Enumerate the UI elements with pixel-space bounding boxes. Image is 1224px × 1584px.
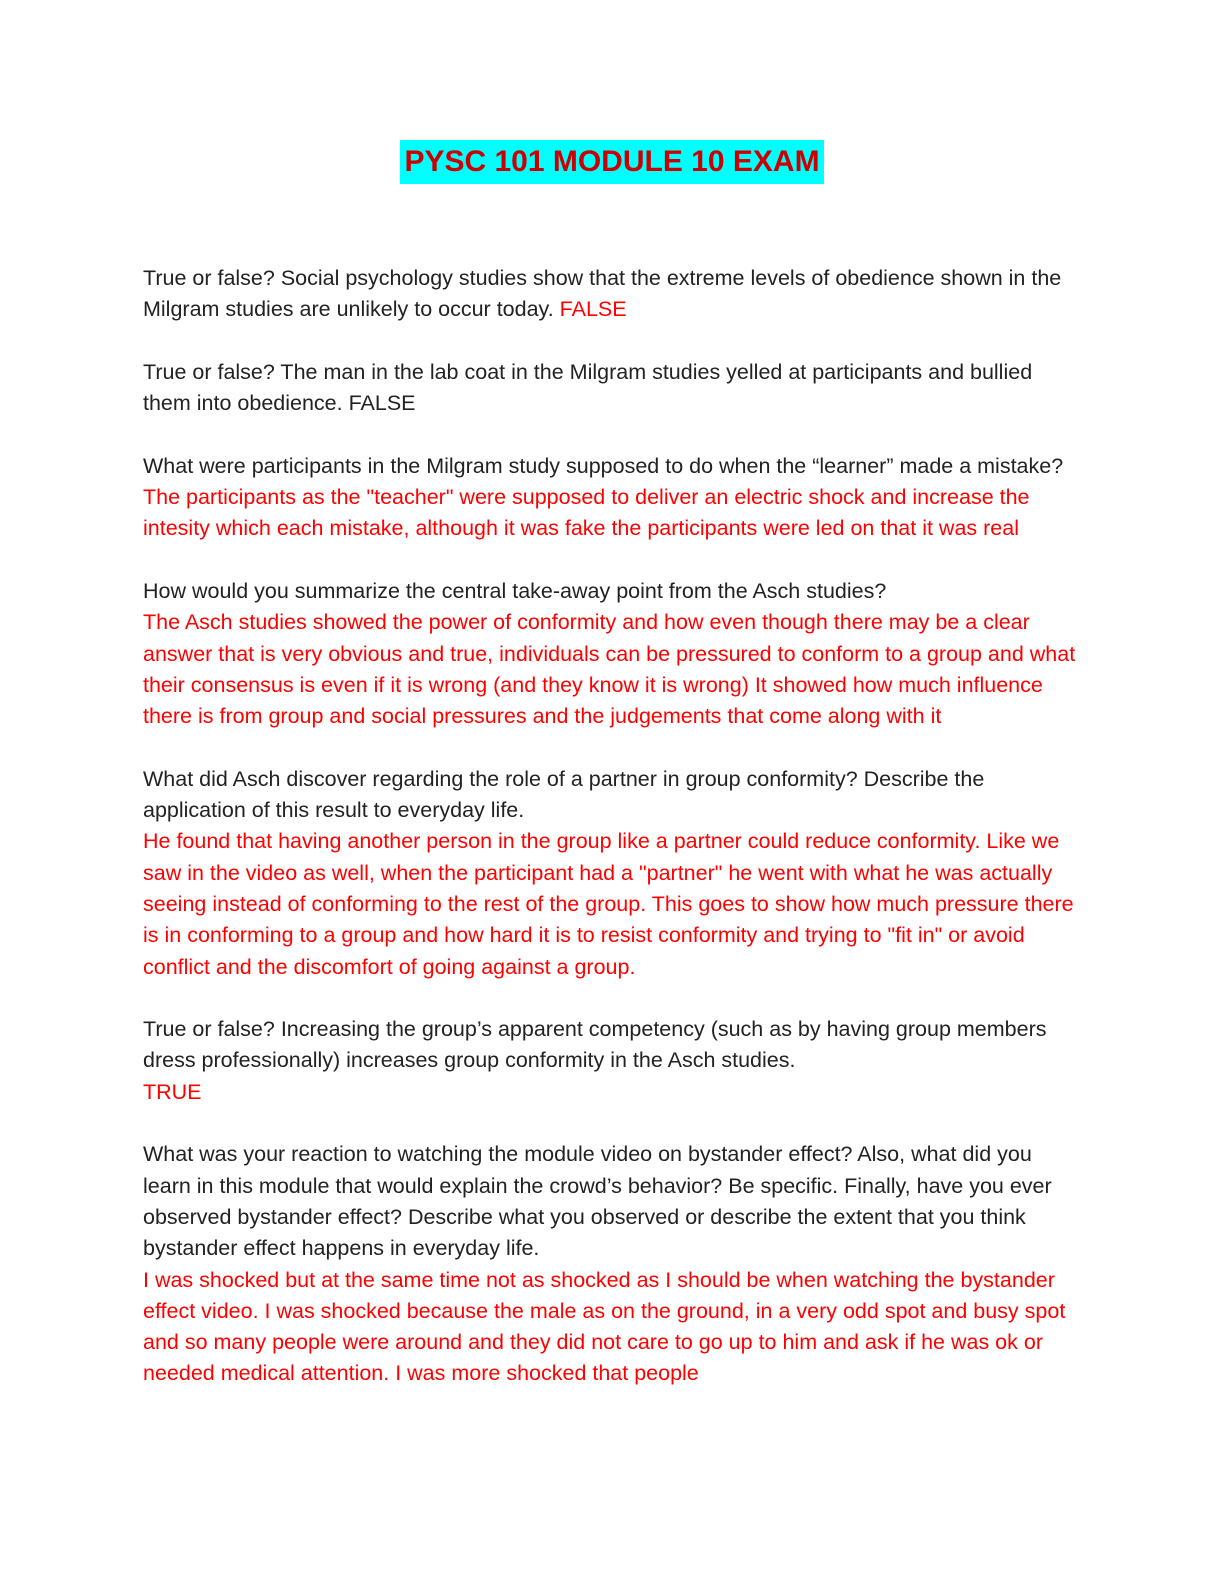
qa-item-5 [143,764,1083,983]
page-title: PYSC 101 MODULE 10 EXAM [400,140,823,184]
qa-item-3 [143,451,1083,545]
question-text: What was your reaction to watching the module video on bystander effect? Also, what did you learn in this module that would explain the crowd’s behavior? Be specific. Finally, have you ever observed bystander effect? Describe what you observed or describe the extent that you think bystander effect happens in everyday life. [143,1142,1052,1261]
qa-item-4 [143,576,1083,732]
qa-item-6 [143,1014,1083,1108]
answer-text: He found that having another person in the group like a partner could reduce conformity. Like we saw in the video as well, when the participant had a "partner" he went with what he was actually seeing instead of conforming to the rest of the group. This goes to show how much pressure there is in conforming to a group and how hard it is to resist conformity and trying to "fit in" or avoid conflict and the discomfort of going against a group. [143,829,1074,979]
document-body [143,263,1083,1421]
answer-text: TRUE [143,1079,202,1104]
answer-text: The Asch studies showed the power of conformity and how even though there may be a clear answer that is very obvious and true, individuals can be pressured to conform to a group and what their consensus is even if it is wrong (and they know it is wrong) It showed how much influence there is from group and social pressures and the judgements that come along with it [143,610,1076,729]
title-container [0,140,1224,184]
answer-text: FALSE [559,297,627,322]
qa-item-1 [143,263,1083,326]
question-text: What did Asch discover regarding the role of a partner in group conformity? Describe the application of this result to everyday life. [143,766,985,823]
qa-item-2 [143,357,1083,420]
question-text: How would you summarize the central take-away point from the Asch studies? [143,578,887,603]
answer-text: I was shocked but at the same time not as shocked as I should be when watching the bystander effect video. I was shocked because the male as on the ground, in a very odd spot and busy spot and so many people were around and they did not care to go up to him and ask if he was ok or needed medical attention. I was more shocked that people [143,1267,1066,1386]
question-text: What were participants in the Milgram study supposed to do when the “learner” made a mistake? [143,453,1064,478]
question-text: True or false? Increasing the group’s apparent competency (such as by having group members dress professionally) increases group conformity in the Asch studies. [143,1017,1047,1073]
question-text: True or false? Social psychology studies show that the extreme levels of obedience shown in the Milgram studies are unlikely to occur today. [143,266,1062,322]
question-text: True or false? The man in the lab coat in the Milgram studies yelled at participants and bullied them into obedience. FALSE [143,359,1033,416]
qa-item-7 [143,1139,1083,1389]
answer-text: The participants as the "teacher" were supposed to deliver an electric shock and increase the intesity which each mistake, although it was fake the participants were led on that it was real [143,485,1030,541]
